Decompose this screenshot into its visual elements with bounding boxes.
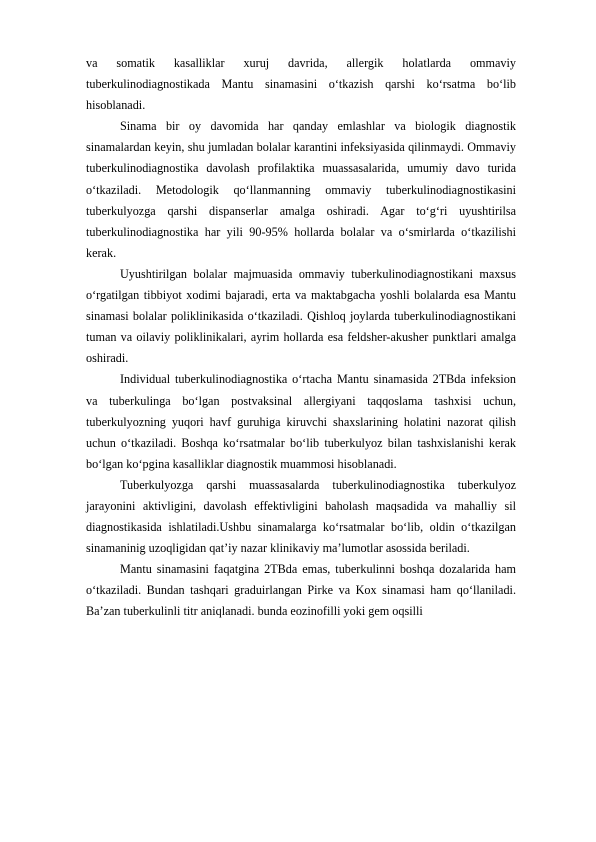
paragraph-1: va somatik kasalliklar xuruj davrida, allergik holatlarda ommaviy tuberkulinodiagnostikada Mantu sinamasini o‘tkazish qarshi ko‘rsatma bo‘lib hisoblanadi. <box>86 56 516 113</box>
paragraph-6: Mantu sinamasini faqatgina 2TBda emas, tuberkulinni boshqa dozalarida ham o‘tkaziladi. Bundan tashqari graduirlangan Pirke va Kox sinamasi ham qo‘llaniladi. Ba’zan tuberkulinli titr aniqlanadi. bunda eozinofilli yoki gem oqsilli <box>86 562 516 619</box>
paragraph-5: Tuberkulyozga qarshi muassasalarda tuberkulinodiagnostika tuberkulyoz jarayonini aktivligini, davolash effektivligini baholash maqsadida va mahalliy sil diagnostikasida ishlatiladi.Ushbu sinamalarga ko‘rsatmalar bo‘lib, oldin o‘tkazilgan sinamaninig uzoqligidan qat’iy nazar klinikaviy ma’lumotlar asossida beriladi. <box>86 477 516 556</box>
paragraph-4: Individual tuberkulinodiagnostika o‘rtacha Mantu sinamasida 2TBda infeksion va tuberkulinga bo‘lgan postvaksinal allergiyani taqqoslama tashxisi uchun, tuberkulyozning yuqori havf guruhiga kiruvchi shaxslarining holatini nazorat qilish uchun o‘tkaziladi. Boshqa ko‘rsatmalar bo‘lib tuberkulyoz bilan tashxislanishi kerak bo‘lgan ko‘pgina kasalliklar diagnostik muammosi hisoblanadi. <box>86 372 516 471</box>
paragraph-3: Uyushtirilgan bolalar majmuasida ommaviy tuberkulinodiagnostikani maxsus o‘rgatilgan tibbiyot xodimi bajaradi, erta va maktabgacha yoshli bolalarda esa Mantu sinamasi bolalar poliklinikasida o‘tkaziladi. Qishloq joylarda tuberkulinodiagnostikani tuman va oilaviy poliklinikalari, ayrim hollarda esa feldsher-akusher punktlari amalga oshiradi. <box>86 266 516 366</box>
paragraph-2: Sinama bir oy davomida har qanday emlashlar va biologik diagnostik sinamalardan keyin, shu jumladan bolalar karantini infeksiyasida qilinmaydi. Ommaviy tuberkulinodiagnostika davolash profilaktika muassasalarida, umumiy davo turida o‘tkaziladi. Metodologik qo‘llanmanning ommaviy tuberkulinodiagnostikasini tuberkulyozga qarshi dispanserlar amalga oshiradi. Agar to‘g‘ri uyushtirilsa tuberkulinodiagnostika har yili 90-95% hollarda bolalar va o‘smirlarda o‘tkazilishi kerak. <box>86 119 516 260</box>
document-page <box>86 53 516 623</box>
